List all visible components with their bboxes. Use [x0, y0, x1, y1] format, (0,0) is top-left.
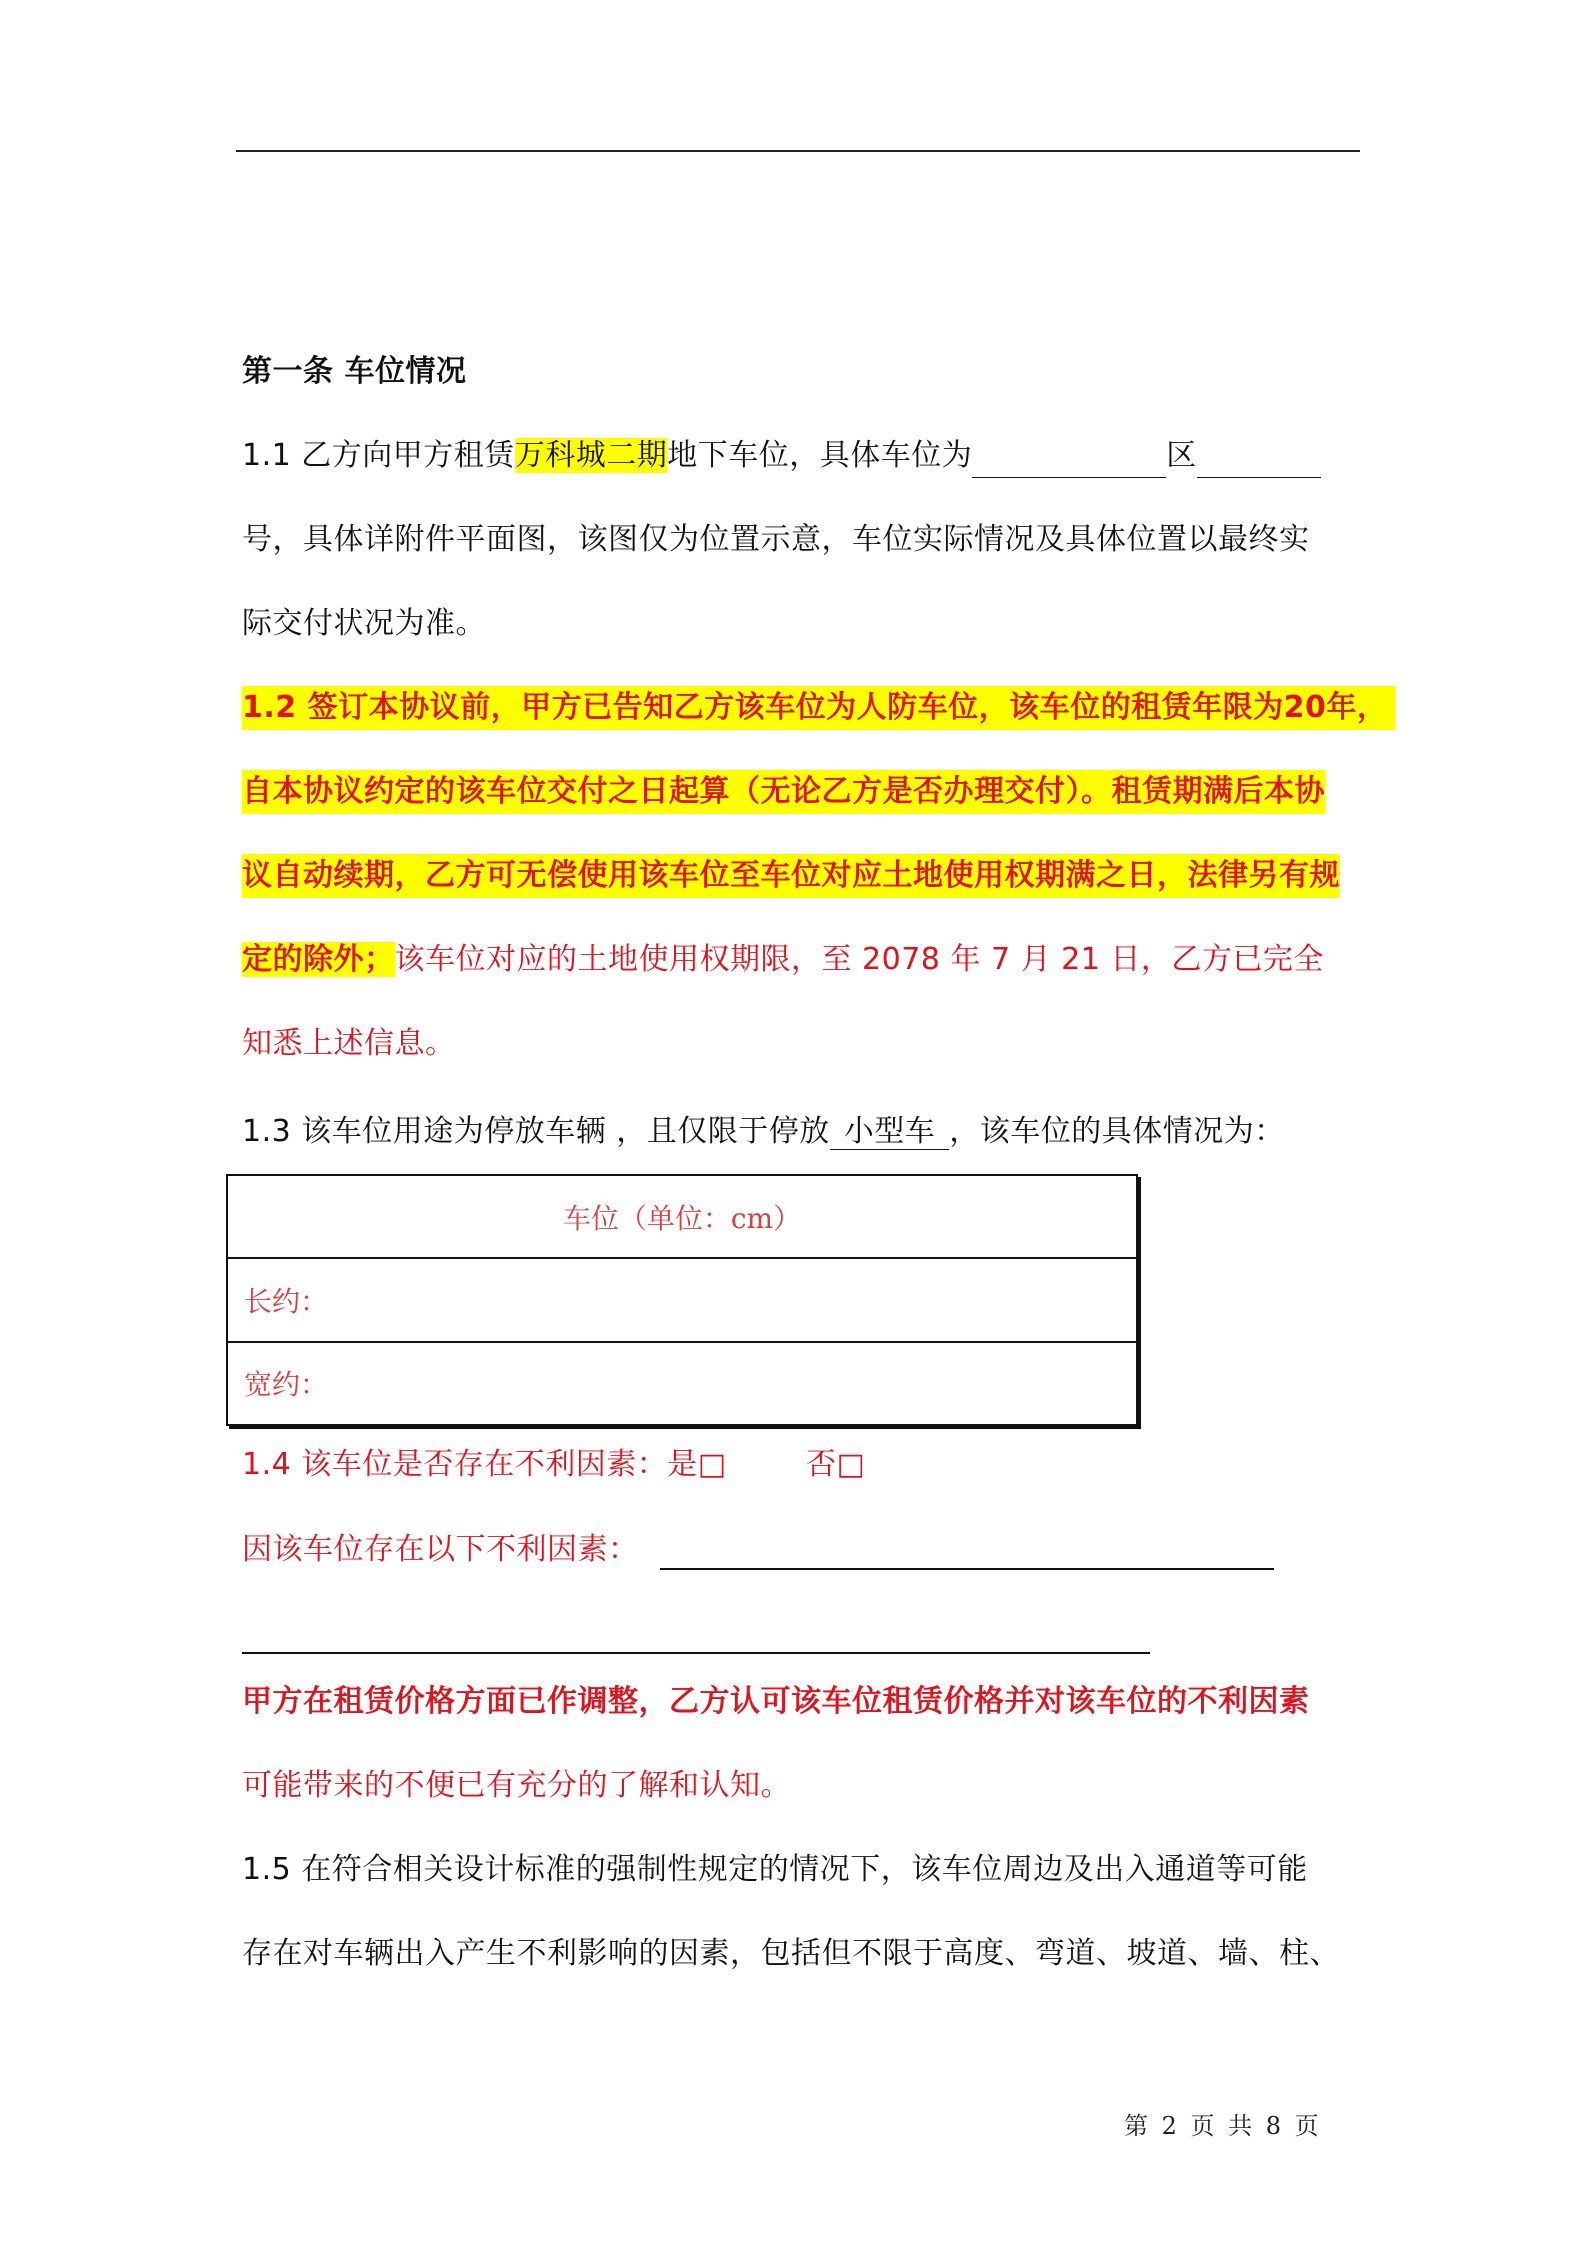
factors-blank-line-2: [242, 1652, 1150, 1654]
vehicle-type: 小型车: [830, 1114, 950, 1150]
spec-table-header: 车位（单位：cm）: [227, 1175, 1137, 1258]
clause-1-2-line-4-highlight: 定的除外；: [242, 942, 395, 977]
clause-1-4-no-option: 否□: [806, 1447, 866, 1482]
clause-1-1-line-2: 号，具体详附件平面图，该图仅为位置示意，车位实际情况及具体位置以最终实: [242, 522, 1310, 557]
clause-1-2-line-2: 自本协议约定的该车位交付之日起算（无论乙方是否办理交付）。租赁期满后本协: [242, 770, 1325, 814]
clause-1-4-ack-line-2: 可能带来的不便已有充分的了解和认知。: [242, 1768, 791, 1803]
clause-1-2-line-3: 议自动续期，乙方可无偿使用该车位至车位对应土地使用权期满之日，法律另有规: [242, 854, 1340, 898]
length-label: 长约：: [227, 1258, 1137, 1341]
clause-1-2-line-5: 知悉上述信息。: [242, 1026, 456, 1061]
section-heading: 第一条 车位情况: [242, 354, 467, 389]
clause-1-4-question: 1.4 该车位是否存在不利因素：是□: [242, 1447, 727, 1482]
spec-table-width-row: [227, 1342, 1137, 1425]
clause-1-2-line-4-rest: 该车位对应的土地使用权期限，至 2078 年 7 月 21 日，乙方已完全: [394, 942, 1324, 977]
factors-blank-line-1: [660, 1568, 1274, 1570]
width-label: 宽约：: [227, 1342, 1137, 1425]
page-footer: 第 2 页 共 8 页: [1124, 2112, 1322, 2140]
clause-1-3-suffix: ，该车位的具体情况为：: [949, 1114, 1285, 1149]
clause-1-1-prefix: 1.1 乙方向甲方租赁: [242, 438, 515, 473]
clause-1-5-line-1: 1.5 在符合相关设计标准的强制性规定的情况下，该车位周边及出入通道等可能: [242, 1852, 1308, 1887]
clause-1-4-ack-line-1: 甲方在租赁价格方面已作调整，乙方认可该车位租赁价格并对该车位的不利因素: [242, 1684, 1310, 1719]
number-blank: [1197, 441, 1321, 478]
zone-blank: [972, 441, 1166, 478]
clause-1-3-prefix: 1.3 该车位用途为停放车辆 ，且仅限于停放: [242, 1114, 830, 1149]
clause-1-1-line-1: [242, 434, 1321, 478]
project-name: 万科城二期: [514, 438, 668, 473]
parking-spec-table: [226, 1174, 1138, 1426]
spec-table-header-row: [227, 1175, 1137, 1258]
clause-1-2-line-4: [242, 938, 1324, 982]
clause-1-2-line-1: 1.2 签订本协议前，甲方已告知乙方该车位为人防车位，该车位的租赁年限为20年，: [242, 686, 1395, 730]
zone-label: 区: [1166, 438, 1197, 473]
clause-1-1-mid: 地下车位，具体车位为: [667, 438, 973, 473]
header-rule: [236, 150, 1360, 152]
clause-1-3-line: [242, 1110, 1285, 1154]
clause-1-5-line-2: 存在对车辆出入产生不利影响的因素，包括但不限于高度、弯道、坡道、墙、柱、: [242, 1936, 1340, 1971]
spec-table-length-row: [227, 1258, 1137, 1341]
factors-label: 因该车位存在以下不利因素：: [242, 1532, 639, 1567]
clause-1-1-line-3: 际交付状况为准。: [242, 606, 486, 641]
